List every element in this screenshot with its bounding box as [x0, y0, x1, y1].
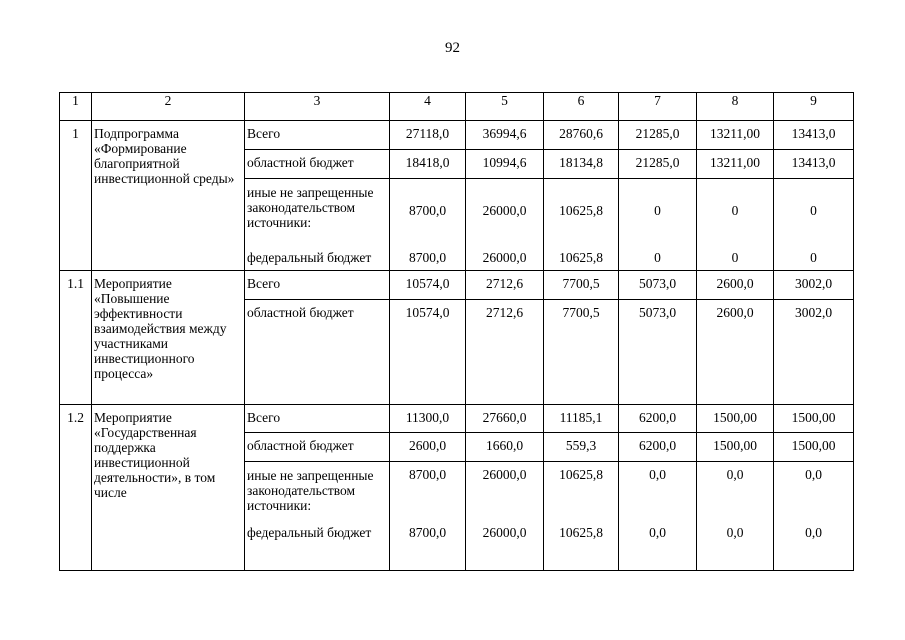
value-cell: 10625,8	[544, 462, 619, 517]
value-cell: 559,3	[544, 433, 619, 462]
value-cell: 26000,0	[466, 462, 544, 517]
value-cell: 0	[774, 179, 854, 243]
value-cell: 10574,0	[390, 300, 466, 405]
value-cell: 8700,0	[390, 179, 466, 243]
value-cell: 11185,1	[544, 405, 619, 433]
value-cell: 1500,00	[774, 433, 854, 462]
funding-source: Всего	[245, 121, 390, 150]
value-cell: 6200,0	[619, 405, 697, 433]
value-cell: 21285,0	[619, 121, 697, 150]
item-number: 1.2	[60, 405, 92, 571]
funding-source: областной бюджет	[245, 150, 390, 179]
value-cell: 0	[619, 243, 697, 271]
funding-source: Всего	[245, 271, 390, 300]
value-cell: 0,0	[774, 462, 854, 517]
item-name: Подпрограмма «Формирование благоприятной инвестиционной среды»	[92, 121, 245, 271]
item-number: 1.1	[60, 271, 92, 405]
value-cell: 2600,0	[697, 300, 774, 405]
value-cell: 5073,0	[619, 300, 697, 405]
value-cell: 18134,8	[544, 150, 619, 179]
value-cell: 10574,0	[390, 271, 466, 300]
header-cell: 5	[466, 93, 544, 121]
value-cell: 26000,0	[466, 517, 544, 571]
header-row	[60, 93, 854, 121]
value-cell: 8700,0	[390, 462, 466, 517]
header-cell: 6	[544, 93, 619, 121]
value-cell: 1500,00	[774, 405, 854, 433]
value-cell: 11300,0	[390, 405, 466, 433]
funding-source: областной бюджет	[245, 433, 390, 462]
value-cell: 0,0	[619, 462, 697, 517]
item-name: Мероприятие «Государственная поддержка инвестиционной деятельности», в том числе	[92, 405, 245, 571]
value-cell: 10625,8	[544, 243, 619, 271]
value-cell: 10994,6	[466, 150, 544, 179]
item-number: 1	[60, 121, 92, 271]
value-cell: 10625,8	[544, 517, 619, 571]
table-row	[60, 271, 854, 300]
value-cell: 2600,0	[390, 433, 466, 462]
table-row	[60, 121, 854, 150]
value-cell: 0	[697, 179, 774, 243]
value-cell: 1660,0	[466, 433, 544, 462]
value-cell: 27118,0	[390, 121, 466, 150]
value-cell: 3002,0	[774, 271, 854, 300]
value-cell: 13413,0	[774, 121, 854, 150]
value-cell: 0,0	[619, 517, 697, 571]
funding-source: федеральный бюджет	[245, 243, 390, 271]
value-cell: 0,0	[697, 462, 774, 517]
table-row	[60, 405, 854, 433]
funding-source: Всего	[245, 405, 390, 433]
value-cell: 1500,00	[697, 405, 774, 433]
value-cell: 26000,0	[466, 179, 544, 243]
funding-source: областной бюджет	[245, 300, 390, 405]
value-cell: 3002,0	[774, 300, 854, 405]
value-cell: 0	[774, 243, 854, 271]
value-cell: 2712,6	[466, 300, 544, 405]
value-cell: 2600,0	[697, 271, 774, 300]
value-cell: 0	[697, 243, 774, 271]
value-cell: 5073,0	[619, 271, 697, 300]
value-cell: 6200,0	[619, 433, 697, 462]
value-cell: 27660,0	[466, 405, 544, 433]
header-cell: 4	[390, 93, 466, 121]
header-cell: 7	[619, 93, 697, 121]
value-cell: 7700,5	[544, 271, 619, 300]
value-cell: 13211,00	[697, 121, 774, 150]
value-cell: 7700,5	[544, 300, 619, 405]
header-cell: 8	[697, 93, 774, 121]
value-cell: 10625,8	[544, 179, 619, 243]
value-cell: 28760,6	[544, 121, 619, 150]
value-cell: 2712,6	[466, 271, 544, 300]
value-cell: 21285,0	[619, 150, 697, 179]
header-cell: 9	[774, 93, 854, 121]
header-cell: 1	[60, 93, 92, 121]
page-number: 92	[445, 40, 460, 56]
value-cell: 8700,0	[390, 243, 466, 271]
value-cell: 13413,0	[774, 150, 854, 179]
value-cell: 13211,00	[697, 150, 774, 179]
value-cell: 0	[619, 179, 697, 243]
funding-source: федеральный бюджет	[245, 517, 390, 571]
value-cell: 8700,0	[390, 517, 466, 571]
value-cell: 36994,6	[466, 121, 544, 150]
header-cell: 2	[92, 93, 245, 121]
budget-table	[59, 92, 854, 571]
header-cell: 3	[245, 93, 390, 121]
value-cell: 18418,0	[390, 150, 466, 179]
value-cell: 0,0	[774, 517, 854, 571]
value-cell: 26000,0	[466, 243, 544, 271]
value-cell: 1500,00	[697, 433, 774, 462]
value-cell: 0,0	[697, 517, 774, 571]
item-name: Мероприятие «Повышение эффективности взаимодействия между участниками инвестиционного процесса»	[92, 271, 245, 405]
funding-source: иные не запрещенные законодательством источники:	[245, 179, 390, 243]
funding-source: иные не запрещенные законодательством источники:	[245, 462, 390, 517]
